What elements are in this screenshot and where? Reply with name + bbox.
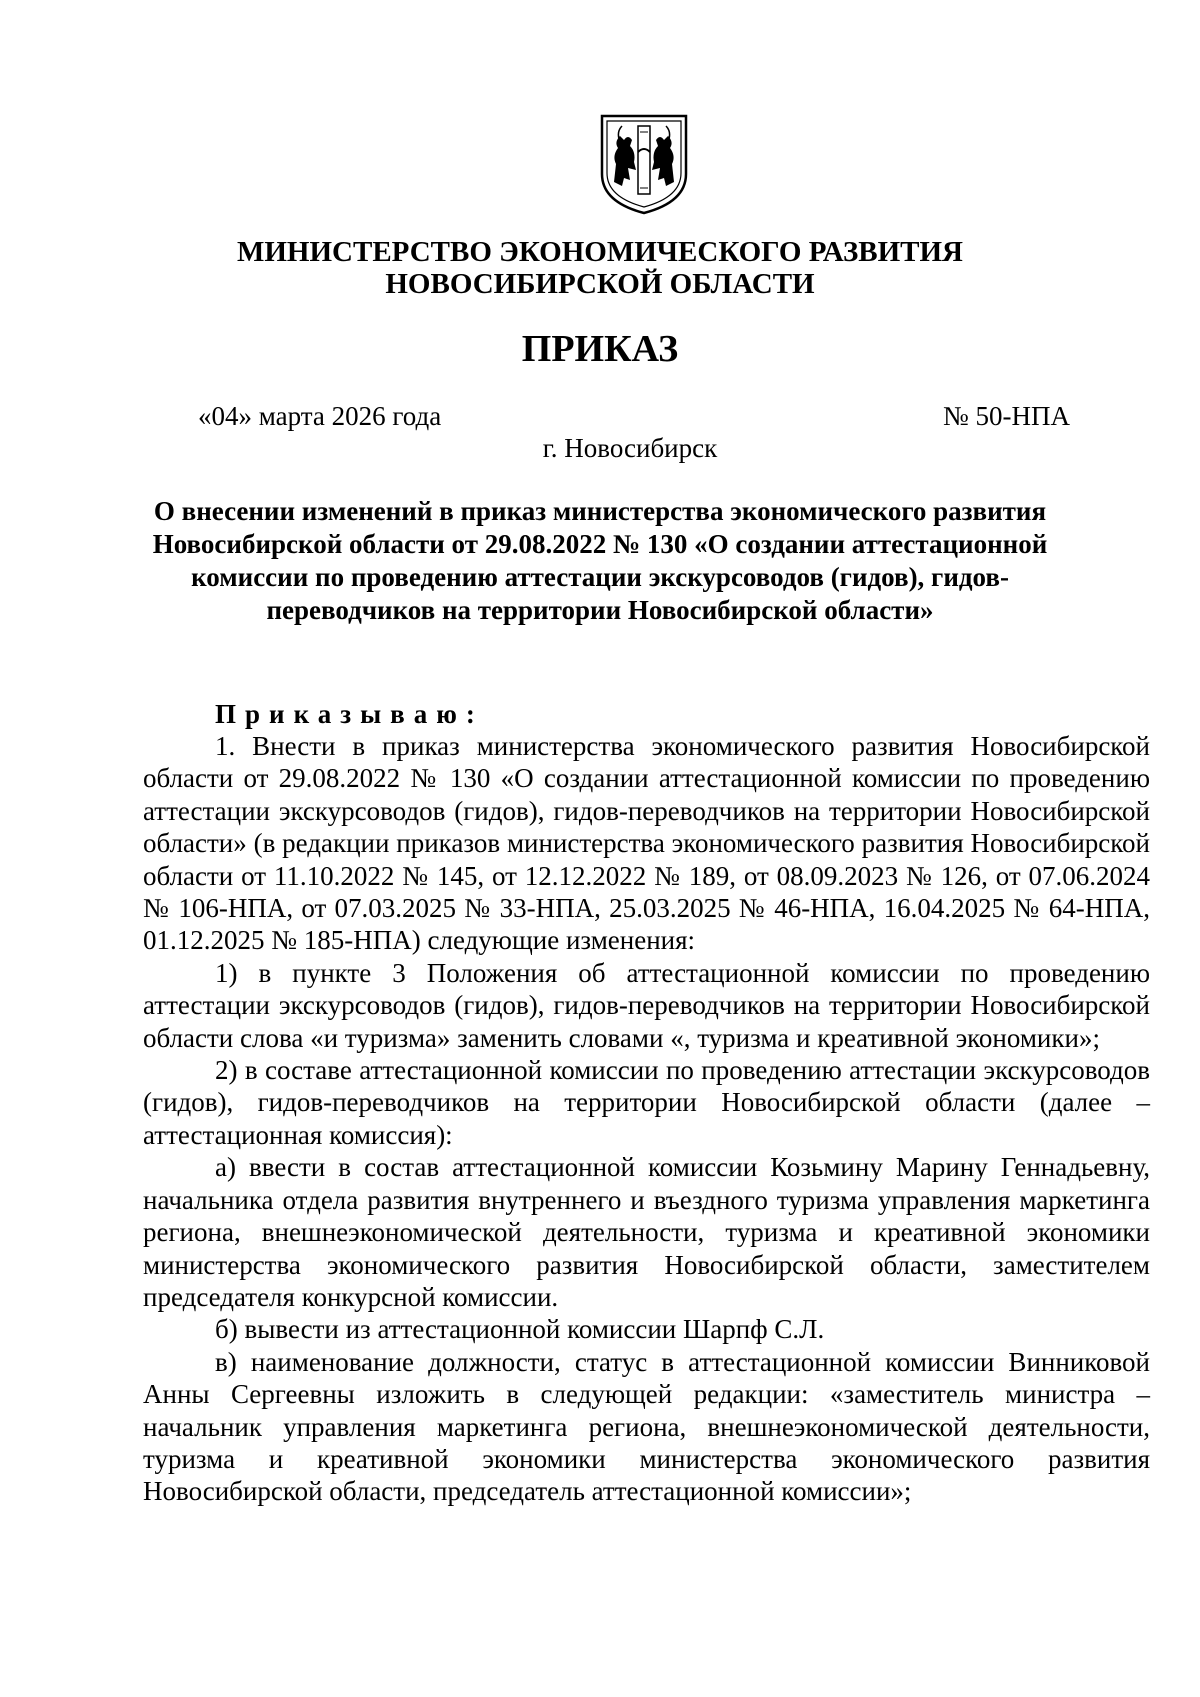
paragraph-1-1: 1) в пункте 3 Положения об аттестационной комиссии по проведению аттестации экскурсоводов (гидов), гидов-переводчиков на территории Новосибирской области слова «и туризма» заменить словами «, туризма и креативной экономики»;: [143, 957, 1150, 1053]
document-date: «04» марта 2026 года: [198, 401, 442, 431]
coat-of-arms-icon: [598, 112, 690, 216]
ministry-name: [0, 236, 1200, 300]
subject-line-3: комиссии по проведению аттестации экскурсоводов (гидов), гидов-: [191, 562, 1009, 592]
document-city: г. Новосибирск: [542, 433, 718, 463]
document-subject: [145, 495, 1055, 627]
subject-line-4: переводчиков на территории Новосибирской области»: [266, 595, 934, 625]
paragraph-1: 1. Внести в приказ министерства экономического развития Новосибирской области от 29.08.2022 № 130 «О создании аттестационной комиссии по проведению аттестации экскурсоводов (гидов), гидов-переводчиков на территории Новосибирской области» (в редакции приказов министерства экономического развития Новосибирской области от 11.10.2022 № 145, от 12.12.2022 № 189, от 08.09.2023 № 126, от 07.06.2024 № 106-НПА, от 07.03.2025 № 33-НПА, 25.03.2025 № 46-НПА, 16.04.2025 № 64-НПА, 01.12.2025 № 185-НПА) следующие изменения:: [143, 731, 1150, 956]
paragraph-1-2-v: в) наименование должности, статус в аттестационной комиссии Винниковой Анны Сергеевны изложить в следующей редакции: «заместитель министра – начальник управления маркетинга региона, внешнеэкономической деятельности, туризма и креативной экономики министерства экономического развития Новосибирской области, председатель аттестационной комиссии»;: [143, 1346, 1150, 1507]
ministry-name-line-1: МИНИСТЕРСТВО ЭКОНОМИЧЕСКОГО РАЗВИТИЯ: [237, 236, 963, 268]
subject-line-2: Новосибирской области от 29.08.2022 № 130 «О создании аттестационной: [152, 529, 1048, 559]
paragraph-1-2-a: а) ввести в состав аттестационной комиссии Козьмину Марину Геннадьевну, начальника отдела развития внутреннего и въездного туризма управления маркетинга региона, внешнеэкономической деятельности, туризма и креативной экономики министерства экономического развития Новосибирской области, заместителем председателя конкурсной комиссии.: [143, 1152, 1150, 1312]
order-directive: Приказываю:: [215, 699, 484, 729]
document-number: № 50-НПА: [943, 401, 1070, 431]
paragraph-1-2-b: б) вывести из аттестационной комиссии Шарпф С.Л.: [215, 1314, 825, 1345]
document-type-title: ПРИКАЗ: [521, 328, 679, 370]
ministry-name-line-2: НОВОСИБИРСКОЙ ОБЛАСТИ: [385, 268, 815, 300]
subject-line-1: О внесении изменений в приказ министерства экономического развития: [153, 496, 1047, 526]
paragraph-1-2: 2) в составе аттестационной комиссии по проведению аттестации экскурсоводов (гидов), гидов-переводчиков на территории Новосибирской области (далее – аттестационная комиссия):: [143, 1055, 1150, 1150]
document-body: [143, 730, 1150, 1508]
